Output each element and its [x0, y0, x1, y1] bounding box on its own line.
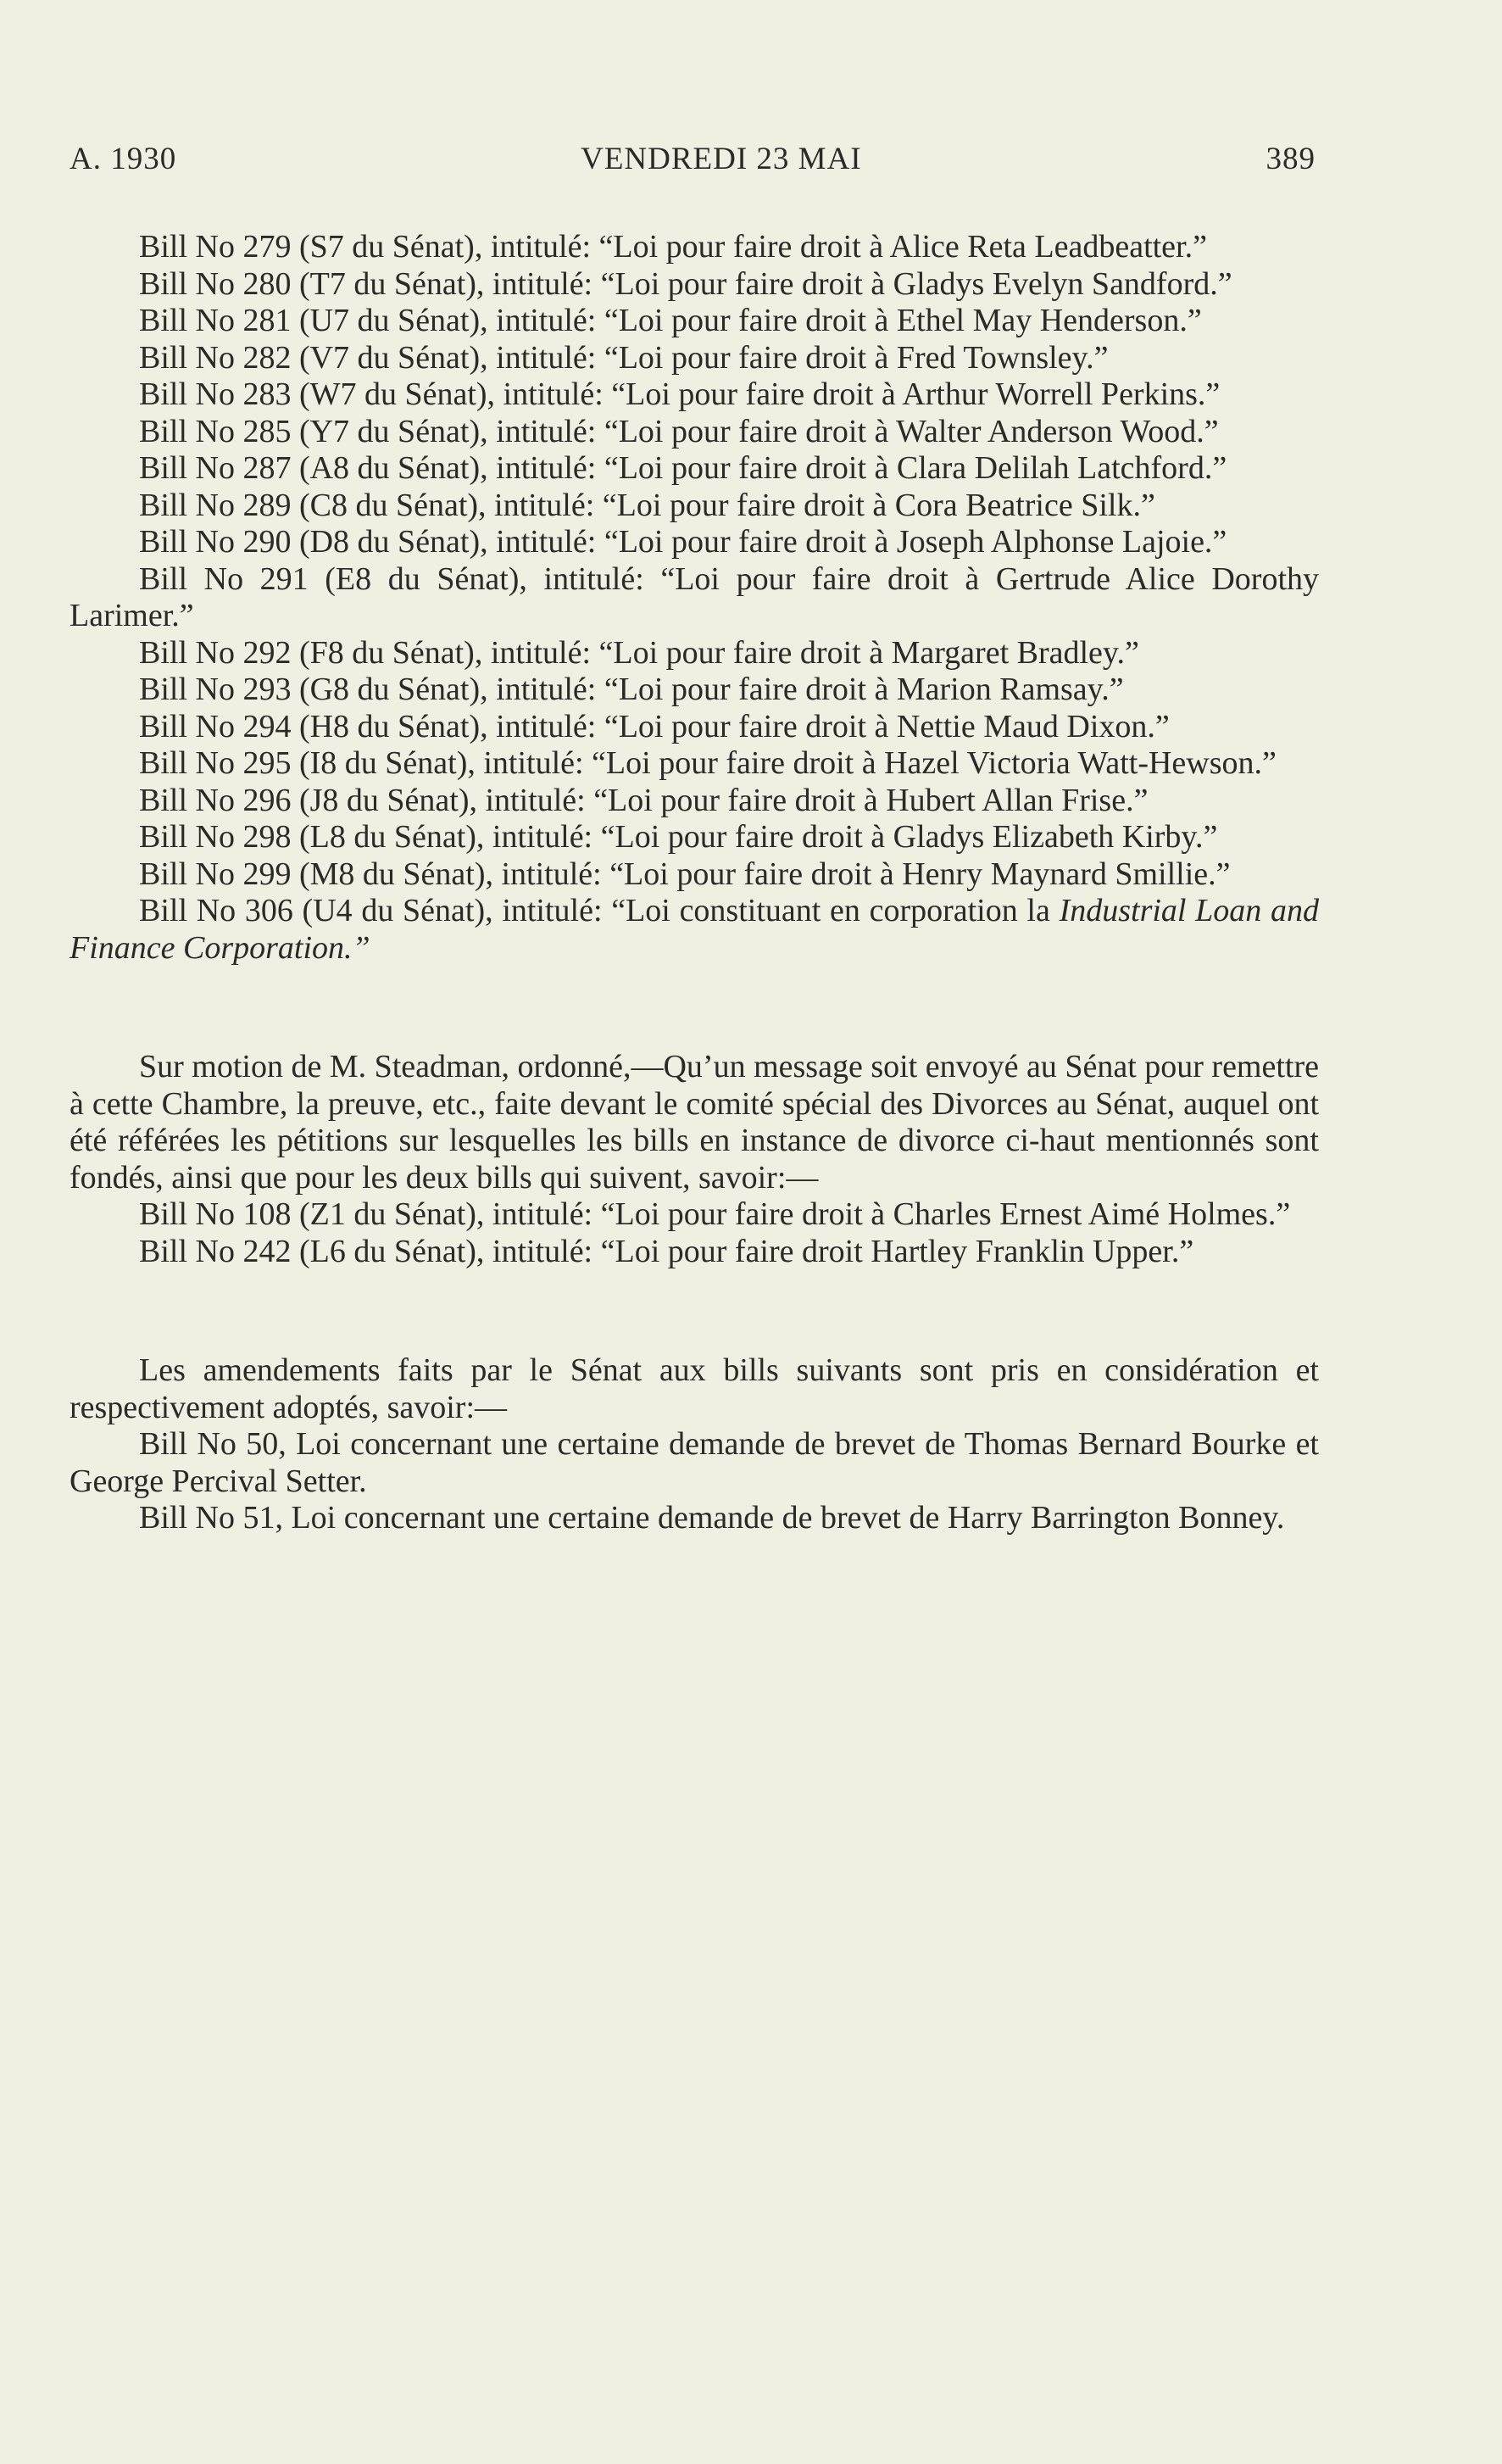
bill-306-text: Bill No 306 (U4 du Sénat), intitulé: “Loi constituant en corporation la — [139, 893, 1060, 928]
amendments-paragraph: Les amendements faits par le Sénat aux bills suivants sont pris en considération et respectivement adoptés, savoir:— — [70, 1352, 1319, 1425]
bill-entry: Bill No 108 (Z1 du Sénat), intitulé: “Loi pour faire droit à Charles Ernest Aimé Holmes.” — [139, 1196, 1291, 1232]
bill-entry: Bill No 292 (F8 du Sénat), intitulé: “Loi pour faire droit à Margaret Bradley.” — [139, 634, 1139, 671]
bill-entry: Bill No 296 (J8 du Sénat), intitulé: “Loi pour faire droit à Hubert Allan Frise.” — [139, 782, 1149, 818]
motion-paragraph: Sur motion de M. Steadman, ordonné,—Qu’un message soit envoyé au Sénat pour remettre à cette Chambre, la preuve, etc., faite devant le comité spécial des Divorces au Sénat, auquel ont été référées les pétitions sur lesquelles les bills en instance de divorce ci-haut mentionnés sont fondés, ainsi que pour les deux bills qui suivent, savoir:— — [70, 1049, 1319, 1196]
header-year: A. 1930 — [70, 142, 177, 176]
bill-entry: Bill No 294 (H8 du Sénat), intitulé: “Loi pour faire droit à Nettie Maud Dixon.” — [139, 708, 1170, 744]
bill-entry-306 — [70, 893, 1319, 967]
bill-entry: Bill No 279 (S7 du Sénat), intitulé: “Loi pour faire droit à Alice Reta Leadbeatter.” — [139, 229, 1207, 265]
bill-entry: Bill No 282 (V7 du Sénat), intitulé: “Loi pour faire droit à Fred Townsley.” — [139, 339, 1109, 376]
section-gap — [70, 967, 1319, 1049]
bill-entry: Bill No 51, Loi concernant une certaine demande de brevet de Harry Barrington Bonney. — [139, 1500, 1285, 1536]
header-date: VENDREDI 23 MAI — [581, 142, 862, 176]
page-body — [70, 229, 1319, 1537]
bill-entry: Bill No 285 (Y7 du Sénat), intitulé: “Loi pour faire droit à Walter Anderson Wood.” — [139, 413, 1219, 449]
bill-entry: Bill No 280 (T7 du Sénat), intitulé: “Loi pour faire droit à Gladys Evelyn Sandford.” — [139, 265, 1232, 302]
running-head — [70, 141, 1316, 177]
bill-entry: Bill No 291 (E8 du Sénat), intitulé: “Loi pour faire droit à Gertrude Alice Dorothy Larimer.” — [70, 560, 1319, 633]
bill-entry: Bill No 290 (D8 du Sénat), intitulé: “Loi pour faire droit à Joseph Alphonse Lajoie.” — [139, 524, 1227, 560]
bill-entry: Bill No 50, Loi concernant une certaine demande de brevet de Thomas Bernard Bourke et George Percival Setter. — [70, 1426, 1319, 1499]
bill-entry: Bill No 293 (G8 du Sénat), intitulé: “Loi pour faire droit à Marion Ramsay.” — [139, 672, 1124, 707]
page-number: 389 — [1266, 142, 1316, 176]
bill-entry: Bill No 283 (W7 du Sénat), intitulé: “Loi pour faire droit à Arthur Worrell Perkins.” — [139, 376, 1221, 412]
bill-entry: Bill No 281 (U7 du Sénat), intitulé: “Loi pour faire droit à Ethel May Henderson.” — [139, 303, 1202, 338]
bill-entry: Bill No 295 (I8 du Sénat), intitulé: “Loi pour faire droit à Hazel Victoria Watt-Hewson.” — [139, 745, 1277, 781]
bill-entry: Bill No 289 (C8 du Sénat), intitulé: “Loi pour faire droit à Cora Beatrice Silk.” — [139, 487, 1155, 523]
bill-306-corporation-name: Industrial Loan and Finance Corporation.” — [70, 893, 1319, 966]
bill-entry: Bill No 287 (A8 du Sénat), intitulé: “Loi pour faire droit à Clara Delilah Latchford.” — [139, 450, 1227, 486]
bill-entry: Bill No 298 (L8 du Sénat), intitulé: “Loi pour faire droit à Gladys Elizabeth Kirby.” — [139, 819, 1218, 855]
bill-entry: Bill No 299 (M8 du Sénat), intitulé: “Loi pour faire droit à Henry Maynard Smillie.” — [139, 856, 1231, 892]
bill-entry: Bill No 242 (L6 du Sénat), intitulé: “Loi pour faire droit Hartley Franklin Upper.” — [139, 1233, 1194, 1269]
section-gap — [70, 1270, 1319, 1352]
